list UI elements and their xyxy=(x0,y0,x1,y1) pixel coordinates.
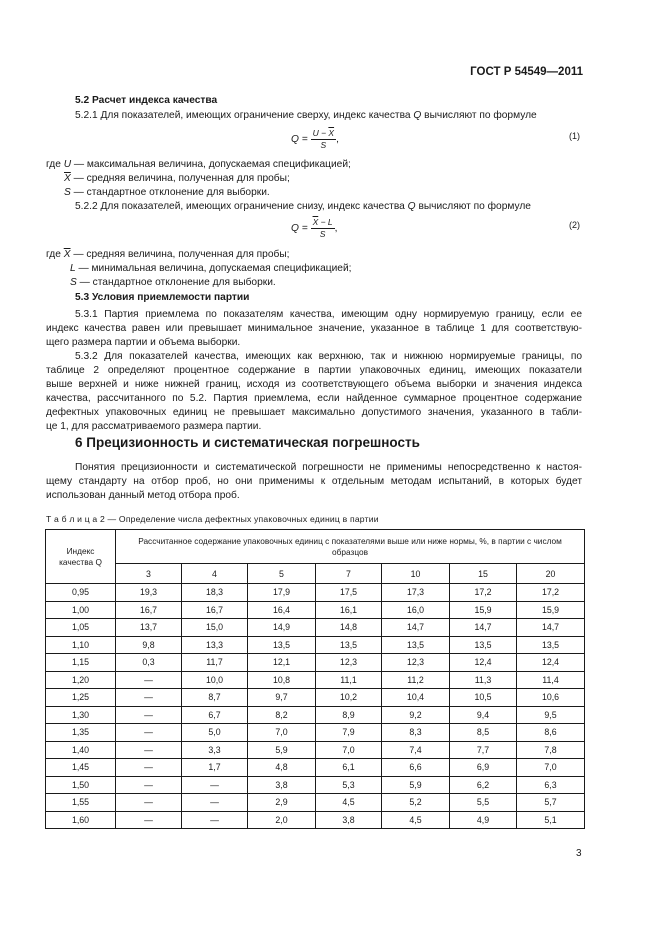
table-cell: 13,3 xyxy=(182,636,248,654)
section-6-para-line-3: использован данный метод отбора проб. xyxy=(46,490,240,501)
table-cell: 8,6 xyxy=(517,724,585,742)
table-cell: 7,0 xyxy=(316,741,382,759)
table-cell: 16,7 xyxy=(182,601,248,619)
table-cell: 16,7 xyxy=(116,601,182,619)
table-cell: 15,9 xyxy=(450,601,517,619)
table-2 xyxy=(45,529,585,829)
table-cell: 9,4 xyxy=(450,706,517,724)
table-cell: 10,6 xyxy=(517,689,585,707)
table-row xyxy=(46,619,585,637)
table-cell: 11,7 xyxy=(182,654,248,672)
table-cell: 6,3 xyxy=(517,776,585,794)
formula-2-number: (2) xyxy=(569,220,580,230)
table-cell: 2,9 xyxy=(248,794,316,812)
table-cell: 13,5 xyxy=(248,636,316,654)
table-cell: 10,5 xyxy=(450,689,517,707)
table-row xyxy=(46,811,585,829)
table-cell-index: 0,95 xyxy=(46,584,116,602)
table-cell-index: 1,25 xyxy=(46,689,116,707)
table-cell-index: 1,60 xyxy=(46,811,116,829)
table-cell: 9,8 xyxy=(116,636,182,654)
table-cell: 13,5 xyxy=(517,636,585,654)
table-row xyxy=(46,724,585,742)
table-cell: 6,9 xyxy=(450,759,517,777)
table-cell-index: 1,15 xyxy=(46,654,116,672)
where-1-line-2: $\overline{X}$ — средняя величина, полученная для пробы; xyxy=(64,173,290,184)
table-cell-index: 1,00 xyxy=(46,601,116,619)
table-row xyxy=(46,689,585,707)
table-cell-index: 1,50 xyxy=(46,776,116,794)
table-header-sample-size: 4 xyxy=(182,564,248,584)
table-cell: 17,2 xyxy=(517,584,585,602)
table-cell: 7,4 xyxy=(382,741,450,759)
table-row xyxy=(46,636,585,654)
where-1-line-3: S — стандартное отклонение для выборки. xyxy=(64,187,270,198)
section-6-title: 6 Прецизионность и систематическая погрешность xyxy=(75,435,420,450)
table-cell: 4,5 xyxy=(316,794,382,812)
table-cell: 12,1 xyxy=(248,654,316,672)
page-number: 3 xyxy=(576,848,582,859)
table-cell: — xyxy=(116,689,182,707)
document-id: ГОСТ Р 54549—2011 xyxy=(470,66,583,78)
table-2-caption: Т а б л и ц а 2 — Определение числа дефектных упаковочных единиц в партии xyxy=(46,514,379,524)
table-cell-index: 1,05 xyxy=(46,619,116,637)
table-row xyxy=(46,759,585,777)
table-cell: 14,7 xyxy=(450,619,517,637)
table-cell: 8,3 xyxy=(382,724,450,742)
para-5-3-2-line-2: таблице 2 определяют процентное содержание в партии упаковочных единиц, имеющих показатели xyxy=(46,365,582,376)
table-cell: — xyxy=(116,671,182,689)
formula-1-number: (1) xyxy=(569,131,580,141)
table-cell: 5,3 xyxy=(316,776,382,794)
table-cell: 0,3 xyxy=(116,654,182,672)
formula-1: Q = $\frac{U - \overline{X}}{S}$ , xyxy=(291,128,339,150)
table-cell: 14,7 xyxy=(382,619,450,637)
table-cell: 16,0 xyxy=(382,601,450,619)
table-cell: 11,2 xyxy=(382,671,450,689)
table-cell: 5,1 xyxy=(517,811,585,829)
para-5-3-2-line-1: 5.3.2 Для показателей качества, имеющих как верхнюю, так и нижнюю нормируемые границы, по xyxy=(75,351,582,362)
table-cell: 14,8 xyxy=(316,619,382,637)
where-2-line-2: L — минимальная величина, допускаемая спецификацией; xyxy=(70,263,352,274)
table-row xyxy=(46,601,585,619)
table-cell: 11,3 xyxy=(450,671,517,689)
table-cell: 12,4 xyxy=(450,654,517,672)
table-cell: 14,7 xyxy=(517,619,585,637)
table-cell: 13,5 xyxy=(316,636,382,654)
table-cell-index: 1,30 xyxy=(46,706,116,724)
table-cell: 19,3 xyxy=(116,584,182,602)
table-cell: 18,3 xyxy=(182,584,248,602)
table-cell: 8,2 xyxy=(248,706,316,724)
table-cell: 13,7 xyxy=(116,619,182,637)
table-row xyxy=(46,776,585,794)
para-5-3-1-line-2: индекс качества равен или превышает минимальное значение, указанное в таблице 1 для соответствую- xyxy=(46,323,582,334)
formula-2: Q = $\frac{\overline{X} - L}{S}$ , xyxy=(291,217,338,239)
table-cell: — xyxy=(182,811,248,829)
table-cell: 16,1 xyxy=(316,601,382,619)
table-cell-index: 1,40 xyxy=(46,741,116,759)
table-cell: 12,3 xyxy=(382,654,450,672)
table-header-sample-size: 7 xyxy=(316,564,382,584)
where-2-line-1: где $\overline{X}$ — средняя величина, полученная для пробы; xyxy=(46,249,290,260)
table-cell: 3,8 xyxy=(248,776,316,794)
table-cell: 4,5 xyxy=(382,811,450,829)
para-5-3-2-line-6: це 1, для рассматриваемого размера партии. xyxy=(46,421,262,432)
table-cell: 6,1 xyxy=(316,759,382,777)
table-cell: 11,4 xyxy=(517,671,585,689)
table-row xyxy=(46,794,585,812)
table-header-sample-size: 20 xyxy=(517,564,585,584)
table-cell: 17,2 xyxy=(450,584,517,602)
table-cell: 10,2 xyxy=(316,689,382,707)
table-cell: 3,8 xyxy=(316,811,382,829)
section-5-2-title: 5.2 Расчет индекса качества xyxy=(75,95,218,106)
para-5-3-1-line-3: щего размера партии и объема выборки. xyxy=(46,337,241,348)
table-cell: 5,9 xyxy=(248,741,316,759)
section-5-3-title: 5.3 Условия приемлемости партии xyxy=(75,292,250,303)
table-cell: — xyxy=(116,724,182,742)
table-cell: 12,4 xyxy=(517,654,585,672)
table-header-sample-size: 5 xyxy=(248,564,316,584)
table-cell: 6,2 xyxy=(450,776,517,794)
para-5-2-2: 5.2.2 Для показателей, имеющих ограничение снизу, индекс качества Q вычисляют по формуле xyxy=(75,201,531,212)
section-6-para-line-2: щему стандарту на отбор проб, но они применимы к отдельным методам испытаний, в которых будет xyxy=(46,476,582,487)
para-5-3-2-line-5: дефектных упаковочных единиц не превышает максимально допустимого значения, указанного в табли- xyxy=(46,407,582,418)
table-cell: 10,8 xyxy=(248,671,316,689)
where-1-line-1: где U — максимальная величина, допускаемая спецификацией; xyxy=(46,159,351,170)
table-cell: 17,9 xyxy=(248,584,316,602)
table-cell: 1,7 xyxy=(182,759,248,777)
para-5-3-2-line-3: выше верхней и ниже нижней границ, исходя из соответствующего объема выборки и значения индекса xyxy=(46,379,582,390)
table-cell: 4,8 xyxy=(248,759,316,777)
table-cell: 7,8 xyxy=(517,741,585,759)
table-cell: 11,1 xyxy=(316,671,382,689)
table-cell: 5,9 xyxy=(382,776,450,794)
table-cell: 5,0 xyxy=(182,724,248,742)
table-cell: 9,2 xyxy=(382,706,450,724)
para-5-3-1-line-1: 5.3.1 Партия приемлема по показателям качества, имеющим одну нормируемую границу, если ее xyxy=(75,309,582,320)
table-header-sample-size: 10 xyxy=(382,564,450,584)
para-5-3-2-line-4: качества, рассчитанного по 5.2. Партия приемлема, если найденное суммарное процентное содержание xyxy=(46,393,582,404)
table-cell: — xyxy=(116,776,182,794)
where-2-line-3: S — стандартное отклонение для выборки. xyxy=(70,277,276,288)
table-cell: 15,9 xyxy=(517,601,585,619)
table-cell-index: 1,10 xyxy=(46,636,116,654)
table-cell: 7,0 xyxy=(517,759,585,777)
table-cell-index: 1,45 xyxy=(46,759,116,777)
table-cell: 8,7 xyxy=(182,689,248,707)
table-cell: 7,9 xyxy=(316,724,382,742)
table-cell: 8,9 xyxy=(316,706,382,724)
table-row xyxy=(46,654,585,672)
table-cell: 6,7 xyxy=(182,706,248,724)
table-cell: — xyxy=(116,811,182,829)
table-cell-index: 1,55 xyxy=(46,794,116,812)
table-cell: 13,5 xyxy=(450,636,517,654)
table-cell: — xyxy=(182,776,248,794)
table-cell: 4,9 xyxy=(450,811,517,829)
table-cell: 8,5 xyxy=(450,724,517,742)
table-cell: 2,0 xyxy=(248,811,316,829)
table-header-group: Рассчитанное содержание упаковочных единиц с показателями выше или ниже нормы, %, в партии с числом образцов xyxy=(116,530,585,564)
table-cell: 10,0 xyxy=(182,671,248,689)
table-cell: 17,5 xyxy=(316,584,382,602)
para-5-2-1: 5.2.1 Для показателей, имеющих ограничение сверху, индекс качества Q вычисляют по формуле xyxy=(75,110,537,121)
table-cell: 5,5 xyxy=(450,794,517,812)
table-row xyxy=(46,741,585,759)
table-cell: 16,4 xyxy=(248,601,316,619)
table-header-sample-size: 15 xyxy=(450,564,517,584)
table-cell: 9,7 xyxy=(248,689,316,707)
table-cell-index: 1,35 xyxy=(46,724,116,742)
table-row xyxy=(46,671,585,689)
table-cell: 13,5 xyxy=(382,636,450,654)
table-row xyxy=(46,584,585,602)
table-cell-index: 1,20 xyxy=(46,671,116,689)
table-cell: — xyxy=(116,706,182,724)
table-cell: 7,0 xyxy=(248,724,316,742)
table-cell: 5,2 xyxy=(382,794,450,812)
table-cell: 10,4 xyxy=(382,689,450,707)
table-header-index: Индекс качества Q xyxy=(46,530,116,584)
table-cell: 7,7 xyxy=(450,741,517,759)
table-cell: 14,9 xyxy=(248,619,316,637)
table-cell: 6,6 xyxy=(382,759,450,777)
table-cell: — xyxy=(182,794,248,812)
table-cell: 9,5 xyxy=(517,706,585,724)
section-6-para-line-1: Понятия прецизионности и систематической погрешности не применимы непосредственно к настоя- xyxy=(75,462,582,473)
table-row xyxy=(46,706,585,724)
table-cell: 15,0 xyxy=(182,619,248,637)
table-cell: — xyxy=(116,794,182,812)
table-cell: — xyxy=(116,741,182,759)
table-cell: 17,3 xyxy=(382,584,450,602)
table-cell: 12,3 xyxy=(316,654,382,672)
table-cell: 5,7 xyxy=(517,794,585,812)
table-cell: 3,3 xyxy=(182,741,248,759)
table-cell: — xyxy=(116,759,182,777)
table-header-sample-size: 3 xyxy=(116,564,182,584)
